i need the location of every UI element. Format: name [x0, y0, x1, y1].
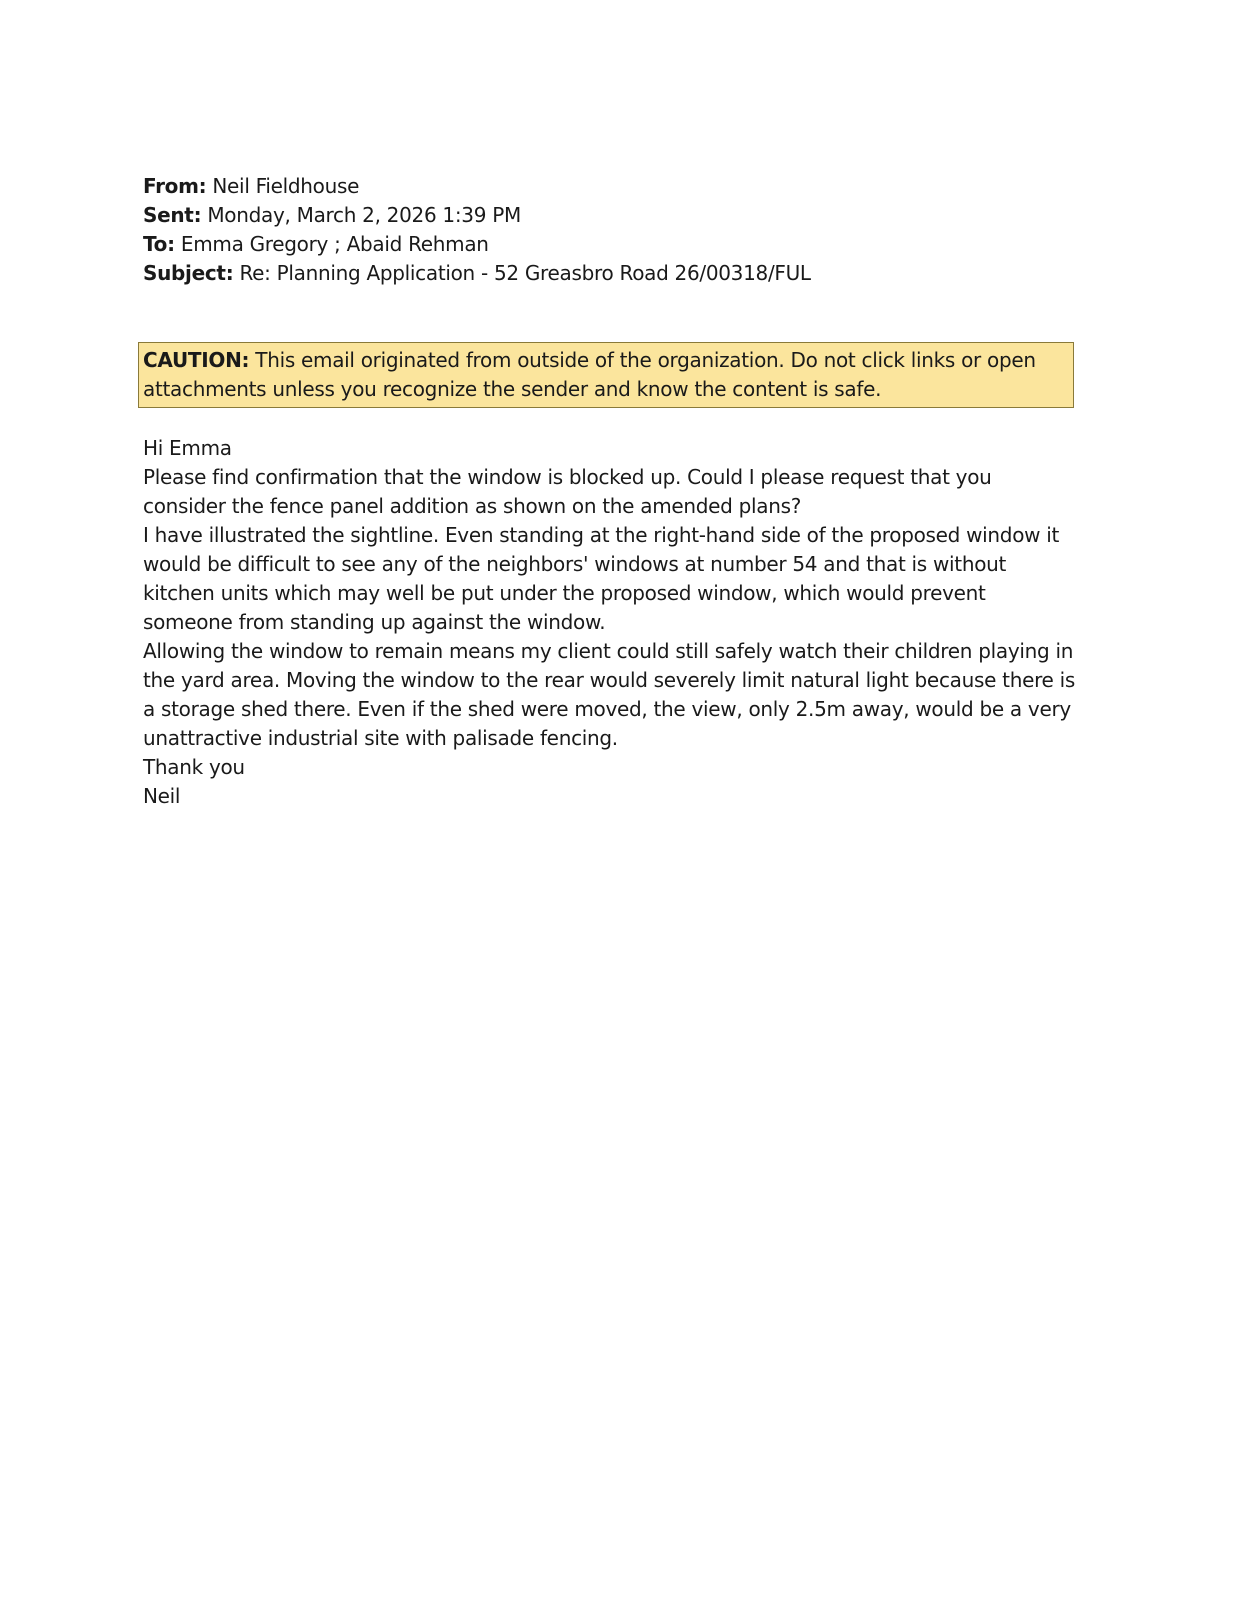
email-header [143, 172, 1083, 288]
body-line: consider the fence panel addition as shown on the amended plans? [143, 494, 802, 518]
caution-text-1: This email originated from outside of the organization. Do not click links or open [255, 348, 1036, 372]
body-line: unattractive industrial site with palisade fencing. [143, 726, 618, 750]
subject-line [143, 259, 1083, 288]
caution-line-2: attachments unless you recognize the sender and know the content is safe. [143, 377, 882, 401]
body-line: Allowing the window to remain means my client could still safely watch their children playing in [143, 639, 1074, 663]
body-line: would be difficult to see any of the neighbors' windows at number 54 and that is without [143, 552, 1007, 576]
from-label: From: [143, 174, 207, 198]
body-line: Please find confirmation that the window is blocked up. Could I please request that you [143, 465, 992, 489]
signature: Neil [143, 784, 181, 808]
sent-value: Monday, March 2, 2026 1:39 PM [207, 203, 521, 227]
caution-label: CAUTION: [143, 348, 250, 372]
body-line: a storage shed there. Even if the shed were moved, the view, only 2.5m away, would be a very [143, 697, 1071, 721]
body-line: the yard area. Moving the window to the rear would severely limit natural light because there is [143, 668, 1075, 692]
from-value: Neil Fieldhouse [212, 174, 360, 198]
greeting: Hi Emma [143, 436, 232, 460]
sent-line [143, 201, 1083, 230]
body-line: I have illustrated the sightline. Even standing at the right-hand side of the proposed window it [143, 523, 1060, 547]
caution-line-1 [143, 346, 1069, 375]
subject-label: Subject: [143, 261, 234, 285]
from-line [143, 172, 1083, 201]
to-label: To: [143, 232, 175, 256]
caution-banner [138, 342, 1074, 408]
to-value: Emma Gregory ; Abaid Rehman [180, 232, 489, 256]
to-line [143, 230, 1083, 259]
body-line: someone from standing up against the window. [143, 610, 606, 634]
sent-label: Sent: [143, 203, 202, 227]
body-line: kitchen units which may well be put under the proposed window, which would prevent [143, 581, 986, 605]
email-body [143, 434, 1083, 811]
closing: Thank you [143, 755, 245, 779]
subject-value: Re: Planning Application - 52 Greasbro Road 26/00318/FUL [239, 261, 811, 285]
